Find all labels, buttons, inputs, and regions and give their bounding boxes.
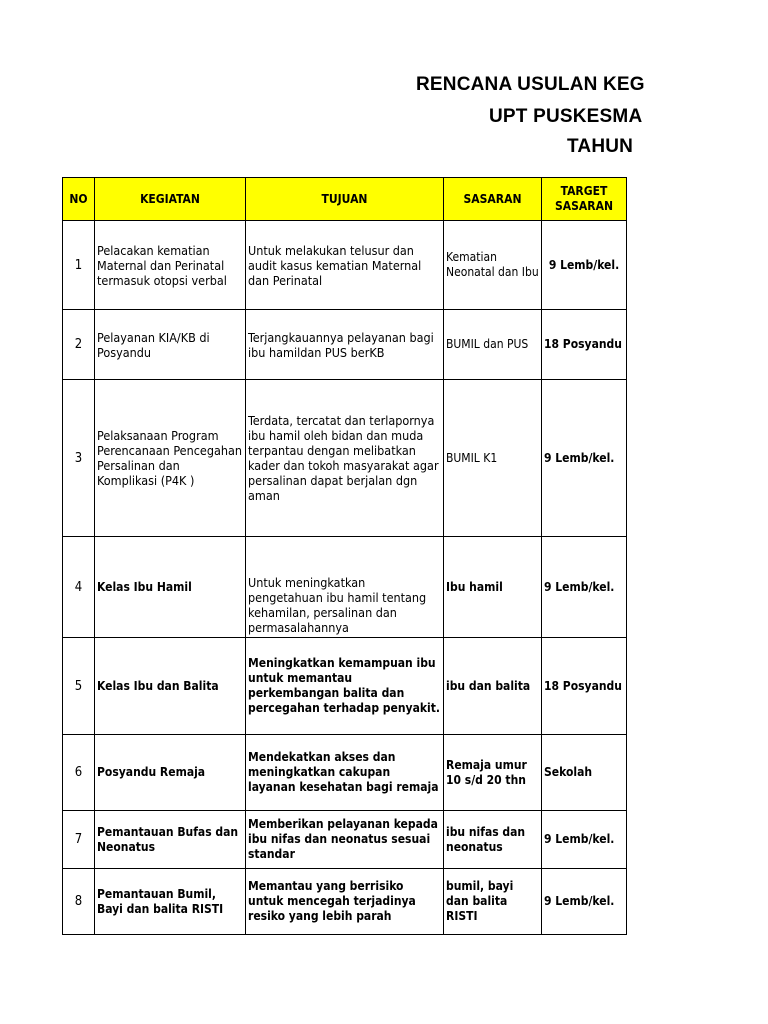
row-no: 1 bbox=[63, 221, 95, 310]
document-title-line-1: RENCANA USULAN KEG bbox=[416, 74, 645, 95]
table-row bbox=[63, 869, 627, 935]
row-target: 9 Lemb/kel. bbox=[542, 869, 627, 935]
row-sasaran: Remaja umur 10 s/d 20 thn bbox=[444, 735, 542, 811]
table-row bbox=[63, 310, 627, 380]
header-tujuan: TUJUAN bbox=[246, 178, 444, 221]
row-tujuan: Untuk melakukan telusur dan audit kasus kematian Maternal dan Perinatal bbox=[246, 221, 444, 310]
header-kegiatan: KEGIATAN bbox=[95, 178, 246, 221]
header-no: NO bbox=[63, 178, 95, 221]
row-tujuan: Terjangkauannya pelayanan bagi ibu hamildan PUS berKB bbox=[246, 310, 444, 380]
row-no: 7 bbox=[63, 811, 95, 869]
table-row bbox=[63, 221, 627, 310]
row-tujuan: Untuk meningkatkan pengetahuan ibu hamil tentang kehamilan, persalinan dan permasalahannya bbox=[246, 537, 444, 638]
row-kegiatan: Pelaksanaan Program Perencanaan Pencegahan Persalinan dan Komplikasi (P4K ) bbox=[95, 380, 246, 537]
table-row bbox=[63, 380, 627, 537]
row-tujuan: Mendekatkan akses dan meningkatkan cakupan layanan kesehatan bagi remaja bbox=[246, 735, 444, 811]
row-no: 6 bbox=[63, 735, 95, 811]
row-sasaran: bumil, bayi dan balita RISTI bbox=[444, 869, 542, 935]
row-target: 18 Posyandu bbox=[542, 310, 627, 380]
row-target: Sekolah bbox=[542, 735, 627, 811]
row-tujuan: Memantau yang berrisiko untuk mencegah terjadinya resiko yang lebih parah bbox=[246, 869, 444, 935]
row-target: 9 Lemb/kel. bbox=[542, 537, 627, 638]
row-no: 2 bbox=[63, 310, 95, 380]
row-tujuan: Meningkatkan kemampuan ibu untuk memantau perkembangan balita dan percegahan terhadap penyakit. bbox=[246, 638, 444, 735]
row-no: 3 bbox=[63, 380, 95, 537]
row-kegiatan: Pelayanan KIA/KB di Posyandu bbox=[95, 310, 246, 380]
row-no: 5 bbox=[63, 638, 95, 735]
table-row bbox=[63, 811, 627, 869]
row-target: 9 Lemb/kel. bbox=[542, 811, 627, 869]
row-sasaran: BUMIL K1 bbox=[444, 380, 542, 537]
table-row bbox=[63, 638, 627, 735]
row-kegiatan: Kelas Ibu dan Balita bbox=[95, 638, 246, 735]
row-tujuan: Memberikan pelayanan kepada ibu nifas dan neonatus sesuai standar bbox=[246, 811, 444, 869]
row-target: 18 Posyandu bbox=[542, 638, 627, 735]
table-row bbox=[63, 735, 627, 811]
document-title-line-2: UPT PUSKESMA bbox=[489, 106, 643, 127]
row-sasaran: Ibu hamil bbox=[444, 537, 542, 638]
activity-plan-table bbox=[62, 177, 627, 935]
row-no: 8 bbox=[63, 869, 95, 935]
row-target: 9 Lemb/kel. bbox=[542, 380, 627, 537]
header-target-sasaran: TARGET SASARAN bbox=[542, 178, 627, 221]
header-sasaran: SASARAN bbox=[444, 178, 542, 221]
row-sasaran: BUMIL dan PUS bbox=[444, 310, 542, 380]
row-sasaran: Kematian Neonatal dan Ibu bbox=[444, 221, 542, 310]
row-sasaran: ibu nifas dan neonatus bbox=[444, 811, 542, 869]
row-kegiatan: Kelas Ibu Hamil bbox=[95, 537, 246, 638]
row-kegiatan: Posyandu Remaja bbox=[95, 735, 246, 811]
row-kegiatan: Pemantauan Bumil, Bayi dan balita RISTI bbox=[95, 869, 246, 935]
row-kegiatan: Pemantauan Bufas dan Neonatus bbox=[95, 811, 246, 869]
row-sasaran: ibu dan balita bbox=[444, 638, 542, 735]
row-no: 4 bbox=[63, 537, 95, 638]
table-row bbox=[63, 537, 627, 638]
row-kegiatan: Pelacakan kematian Maternal dan Perinatal termasuk otopsi verbal bbox=[95, 221, 246, 310]
row-target: 9 Lemb/kel. bbox=[542, 221, 627, 310]
table-header-row bbox=[63, 178, 627, 221]
document-title-line-3: TAHUN bbox=[567, 136, 634, 157]
row-tujuan: Terdata, tercatat dan terlapornya ibu hamil oleh bidan dan muda terpantau dengan melibatkan kader dan tokoh masyarakat agar persalinan dapat berjalan dgn aman bbox=[246, 380, 444, 537]
